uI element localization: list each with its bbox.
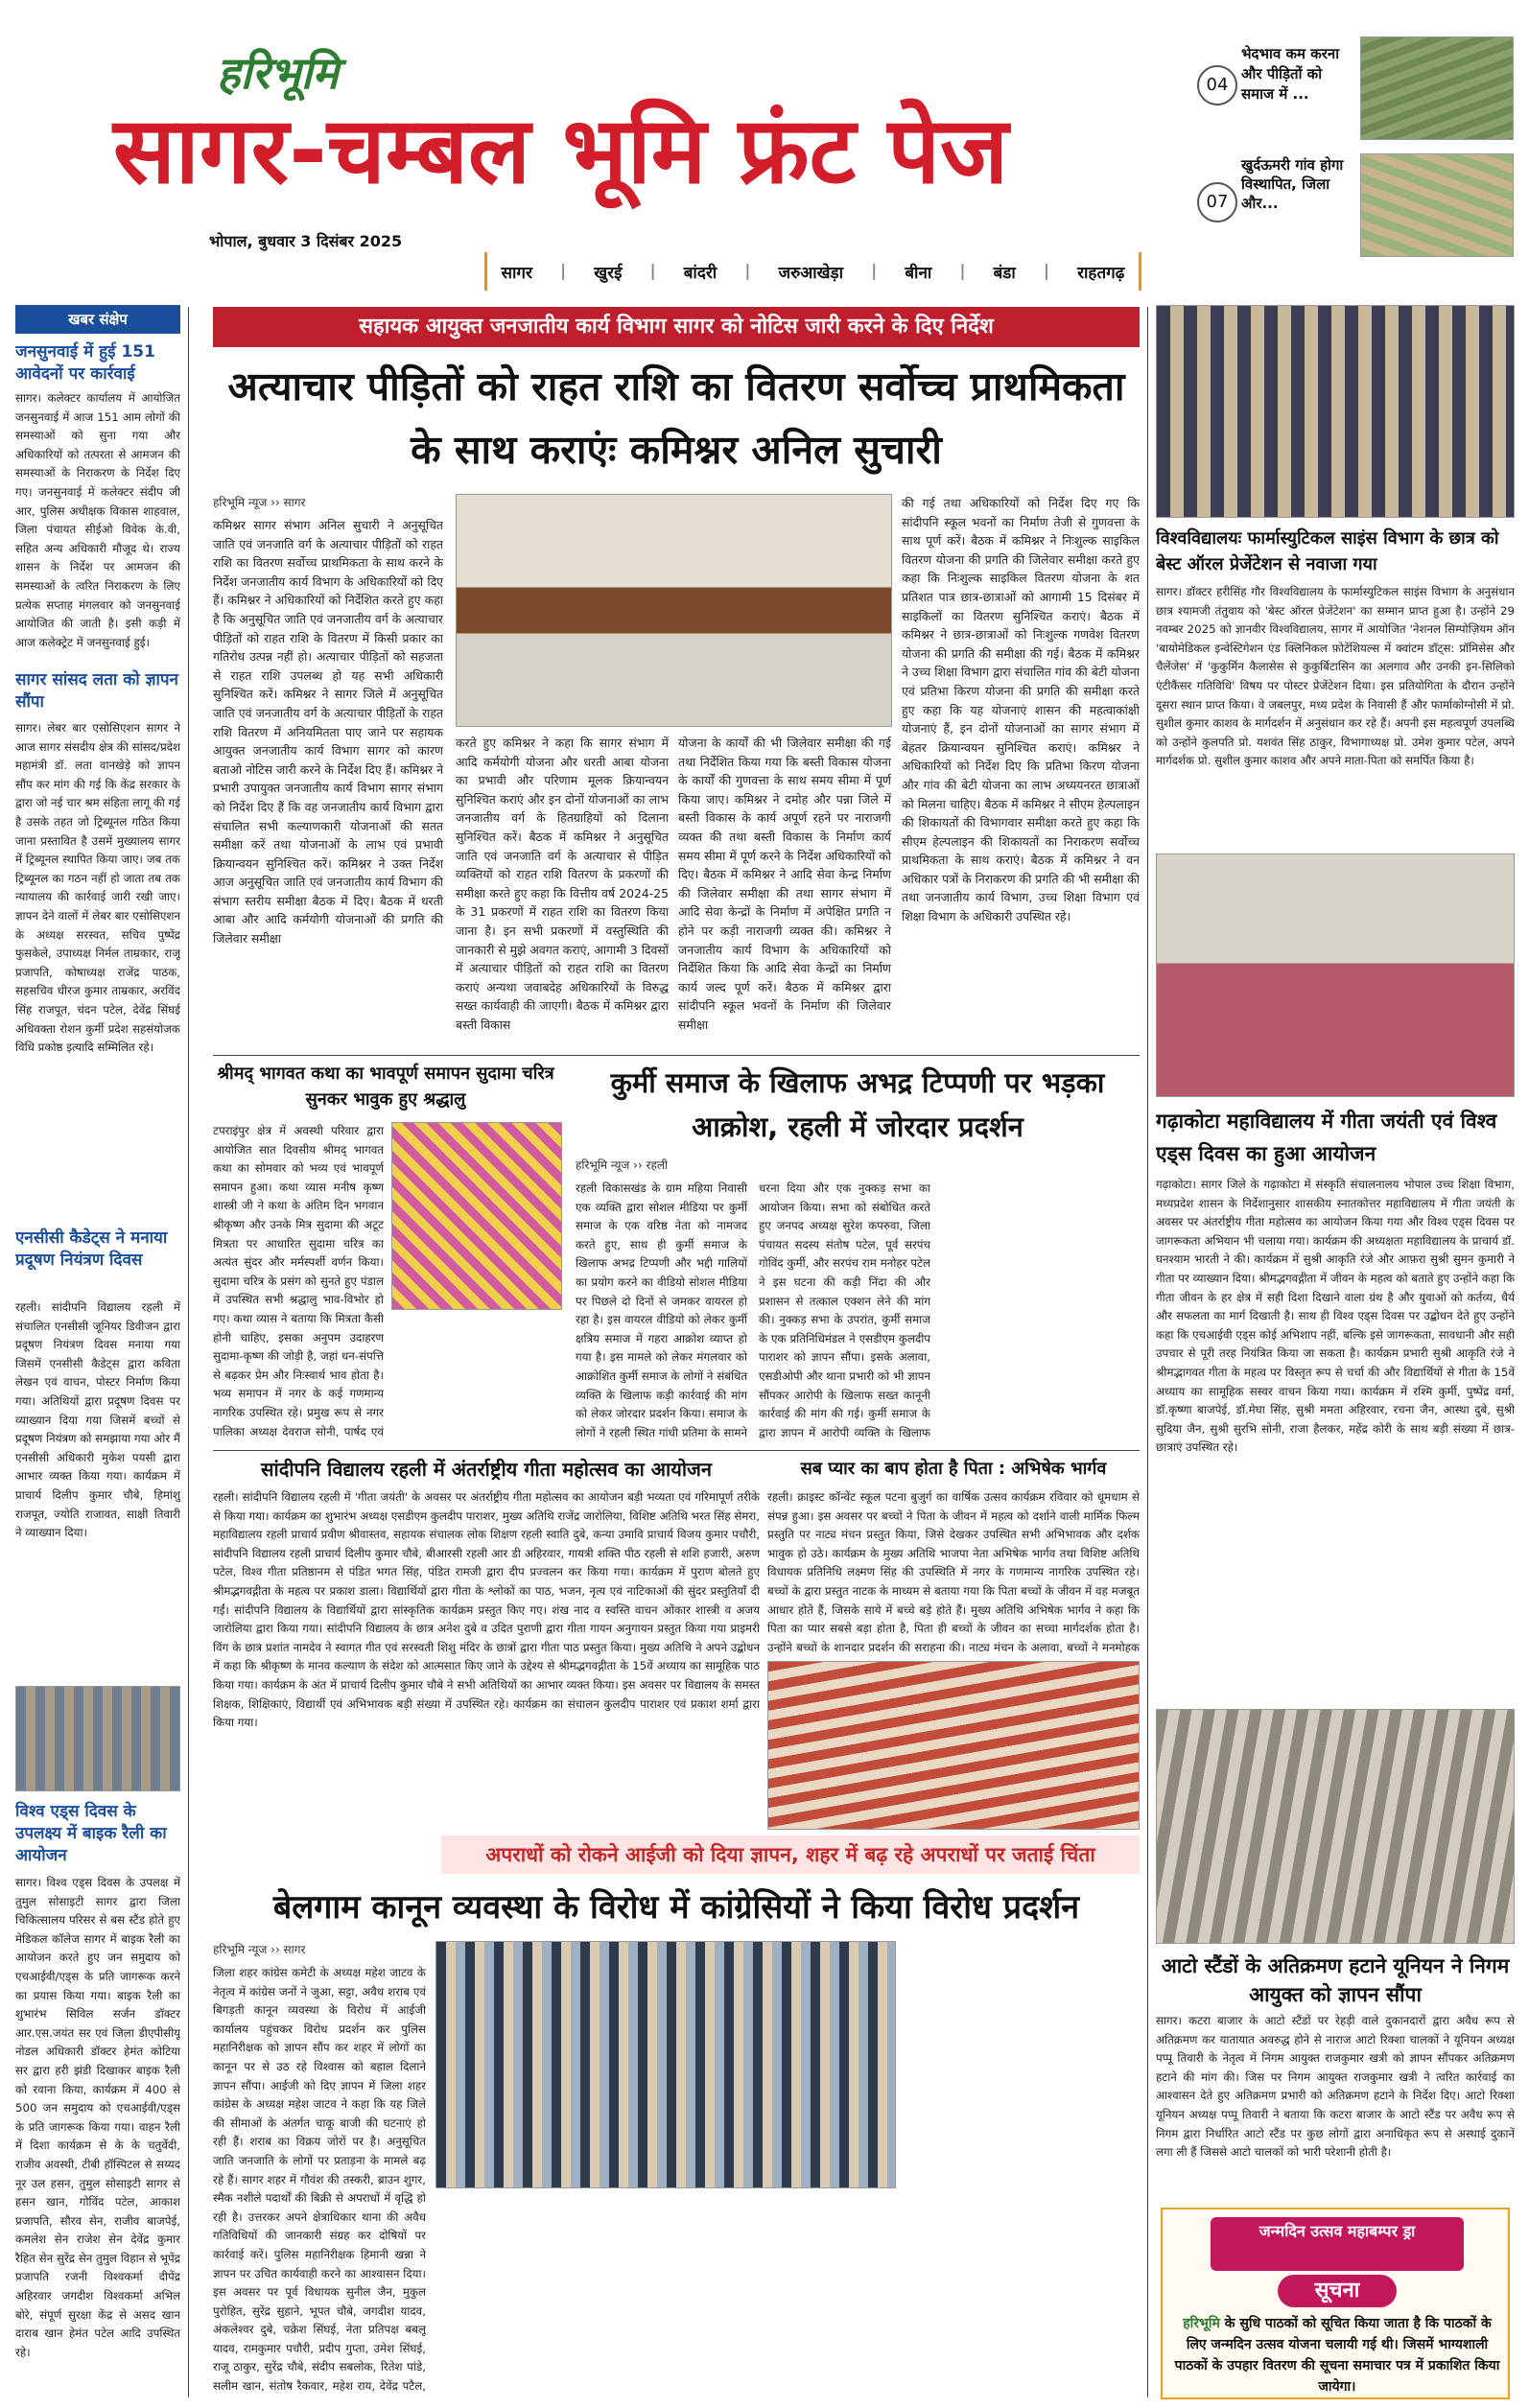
bhagwat-body-1: टपराइंपुर क्षेत्र में अवस्थी परिवार द्वारा आयोजित सात दिवसीय श्रीमद् भागवत कथा का सोमवार को भव्य एवं भावपूर्ण समापन हुआ। कथा व्यास मनीष कृष्ण शास्त्री जी ने कथा के अंतिम दिन भगवान श्रीकृष्ण और उनके मित्र सुदामा की अटूट मित्रता पर आधारित सुदामा चरित्र का अत्यंत सुंदर और मर्मस्पर्शी वर्णन किया। सुदामा चरित्र के प्रसंग को सुनते हुए पंडाल में उपस्थित सभी श्रद्धालु भाव-विभोर हो गए। कथा व्यास ने बताया कि मित्रता कैसी होनी चाहिए, इसका अनुपम उदाहरण सुदामा-कृष्ण की जोड़ी है, जहां धन-संपत्ति से बढ़कर प्रेम और निःस्वार्थ भाव होता है। भव्य समापन में नगर के कई गणमान्य नागरिक उपस्थित रहे। प्रमुख रूप से नगर पालिका अध्यक्ष देवराज सोनी, पार्षद एवं	[213, 1124, 384, 1438]
brief-title: विश्व एड्स दिवस के उपलक्ष्य में बाइक रैली का आयोजन	[15, 1802, 167, 1865]
notice-brand: हरिभूमि	[1183, 2316, 1220, 2331]
bhagwat-headline: श्रीमद् भागवत कथा का भावपूर्ण समापन सुदामा चरित्र सुनकर भावुक हुए श्रद्धालु	[217, 1064, 554, 1110]
university-headline: विश्वविद्यालयः फार्मास्युटिकल साइंस विभाग के छात्र को बेस्ट ऑरल प्रेजेंटेशन से नवाजा गया	[1156, 528, 1499, 574]
congress-photo	[435, 1941, 896, 2188]
column-rule	[1147, 307, 1148, 2397]
congress-byline: हरिभूमि न्यूज ›› सागर	[213, 1943, 306, 1956]
section-rule	[213, 1450, 1140, 1451]
masthead	[0, 0, 1529, 288]
lead-headline: अत्याचार पीड़ितों को राहत राशि का वितरण सर्वोच्च प्राथमिकता के साथ कराएंः कमिश्नर अनिल सुचारी	[227, 363, 1125, 473]
column-rule	[188, 307, 189, 2397]
brief-body: सागर। विश्व एड्स दिवस के उपलक्ष में तुमुल सोसाइटी सागर द्वारा जिला चिकित्सालय परिसर से बस स्टैंड होते हुए मेडिकल कॉलेज सागर में बाइक रैली का आयोजन करते हुए जन समुदाय को एचआईवी/एड्स के प्रति जागरूक करने का प्रयास किया गया। बाइक रैली का शुभारंभ सिविल सर्जन डॉक्टर आर.एस.जयंत सर एवं जिला डीएपीसीयू नोडल अधिकारी डॉक्टर हेमंत कोटिया सर द्वारा हरी झंडी दिखाकर बाइक रैली को रवाना किया, कार्यक्रम में 400 से 500 जन समुदाय को एचआईवी/एड्स के प्रति जागरूक किया गया। वाहन रैली में दिशा कार्यक्रम से के के चतुर्वेदी, राजीव अवस्थी, टीबी हॉस्पिटल से सय्यद नूर उल हसन, तुमुल सोसाइटी सागर से हसन खान, गोविंद पटेल, आकाश प्रजापति, सौरव सेन, राजीव बाजपेई, कमलेश सेन राजेश सेन देवेंद्र कुमार रैहित सेन सुरेंद्र सेन तुमुल विहान से भूपेंद्र प्रजापति रजनी विश्वकर्मा दीपेंद्र अहिरवार जगदीश विश्वकर्मा अभिल बोरे, संपूर्ण सुरक्षा केंद्र से असद खान दाराब खान हेमंत पटेल आदि उपस्थित रहे।	[15, 1876, 180, 2359]
gadhakota-headline: गढ़ाकोटा महाविद्यालय में गीता जयंती एवं विश्व एड्स दिवस का हुआ आयोजन	[1156, 1110, 1497, 1165]
sandipani-body: रहली। सांदीपनि विद्यालय रहली में 'गीता जयंती' के अवसर पर अंतर्राष्ट्रीय गीता महोत्सव का आयोजन बड़ी भव्यता एवं गरिमापूर्ण तरीके से किया गया। कार्यक्रम का शुभारंभ अध्यक्ष एसडीएम कुलदीप पाराशर, मुख्य अतिथि राजेंद्र जारोलिया, विशिष्ट अतिथि भरत सिंह सेमरा, महाविद्यालय रहली प्राचार्य प्रवीण श्रीवास्तव, सहायक संचालक लोक शिक्षण रहली स्वाति दुबे, कन्या उमावि प्राचार्य विजय कुमार पचौरी, सांदीपनि विद्यालय रहली प्राचार्य दिलीप कुमार चौबे, बीआरसी रहली आर डी अहिरवार, गायत्री शक्ति पीठ रहली से शशि हजारी, अरुण पटेल, विश्व गीता प्रतिष्ठानम से पंडित भगत सिंह, पंडित रामजी द्वारा दीप प्रज्वलन कर किया गया। कार्यक्रम में पुराण बोलते हुए श्रीमद्भगवद्गीता के महत्व पर प्रकाश डाला। विद्यार्थियों द्वारा गीता के श्लोकों का पाठ, भजन, नृत्य एवं नाटिकाओं की सुंदर प्रस्तुतियाँ दी गईं। सांदीपनि विद्यालय के विद्यार्थियों द्वारा सांस्कृतिक कार्यक्रम प्रस्तुत किए गए। शंख नाद व स्वस्ति वाचन ओंकार शास्त्री व अजय जारोलिया द्वारा किया गया। सांदीपनि विद्यालय के छात्र अनेश दुबे व उदित पुराणी द्वारा गीता गायन अनुगायन प्रस्तुत किया गया प्राइमरी विंग के छात्र प्रशांत नामदेव ने स्वागत गीत एवं सरस्वती शिशु मंदिर के छात्रों द्वारा गीता पाठ प्रस्तुत किया। मुख्य अतिथि ने अपने उद्बोधन में कहा कि श्रीकृष्ण के मानव कल्याण के संदेश को आत्मसात किए जाने के उद्देश्य से श्रीमद्भगवद्गीता के 15वें अध्याय का सामूहिक पाठ किया गया। कार्यक्रम के अंत में प्राचार्य दिलीप कुमार चौबे ने सभी अतिथियों का आभार व्यक्त किया। इस अवसर पर विद्यालय के समस्त शिक्षक, शिक्षिकाएं, विद्यार्थी एवं अभिभावक बड़ी संख्या में उपस्थित रहे। कार्यक्रम का संचालन कुलदीप पाराशर एवं प्रकाश शर्मा द्वारा किया गया।	[213, 1490, 760, 1730]
teaser-04-number: 04	[1197, 65, 1237, 105]
bike-rally-photo	[15, 1686, 180, 1791]
crime-banner: अपराधों को रोकने आईजी को दिया ज्ञापन, शहर में बढ़ रहे अपराधों पर जताई चिंता	[441, 1835, 1140, 1874]
nav-item-jaruakheda[interactable]: जरुआखेड़ा	[778, 263, 844, 283]
nav-item-banda[interactable]: बंडा	[993, 263, 1016, 283]
nav-bar: सागर | खुरई | बांदरी | जरुआखेड़ा | बीना | बंडा | राहतगढ़	[484, 252, 1141, 291]
lead-column-4: की गई तथा अधिकारियों को निर्देश दिए गए कि सांदीपनि स्कूल भवनों का निर्माण तेजी से गुणवत्ता के साथ पूर्ण करें। बैठक में कमिश्नर ने निःशुल्क साइकिल वितरण योजना की प्रगति की जिलेवार समीक्षा करते हुए कहा कि निःशुल्क साइकिल वितरण योजना के शत प्रतिशत पात्र छात्र-छात्राओं को आगामी 15 दिसंबर में साइकिलों का वितरण सुनिश्चित कराएं। बैठक में कमिश्नर ने छात्र-छात्राओं को निःशुल्क गणवेश वितरण योजना की प्रगति की समीक्षा की गई। बैठक में कमिश्नर ने उच्च शिक्षा विभाग द्वारा संचालित गांव की बेटी योजना एवं प्रतिभा किरण योजना की प्रगति की समीक्षा करते हुए कहा कि यह योजनाएं शासन की महत्वाकांक्षी योजनाएं हैं, इन दोनों योजनाओं का सागर संभाग में बेहतर क्रियान्वयन सुनिश्चित कराएं। कमिश्नर ने अधिकारियों को निर्देश दिए कि प्रतिभा किरण योजना और गांव की बेटी योजना का लाभ अध्ययनरत छात्राओं को मिलना चाहिए। बैठक में कमिश्नर ने सीएम हेल्पलाइन की शिकायतों की विभागवार समीक्षा करते हुए कहा कि सीएम हेल्पलाइन की शिकायतों का निराकरण सर्वोच्च प्राथमिकता के साथ कराएं। बैठक में कमिश्नर ने वन अधिकार पत्रों के निराकरण की प्रगति की भी समीक्षा की तथा जनजातीय कार्य विभाग, उच्च शिक्षा विभाग एवं शिक्षा विभाग के अधिकारी उपस्थित रहे।	[902, 496, 1140, 924]
congress-body-2	[435, 2196, 896, 2396]
kurmi-byline: हरिभूमि न्यूज ›› रहली	[576, 1158, 669, 1172]
nav-item-khurai[interactable]: खुरई	[594, 263, 623, 283]
kurmi-headline: कुर्मी समाज के खिलाफ अभद्र टिप्पणी पर भड़का आक्रोश, रहली में जोरदार प्रदर्शन	[610, 1066, 1105, 1143]
kurmi-body: रहली विकासखंड के ग्राम महिया निवासी एक व्यक्ति द्वारा सोशल मीडिया पर कुर्मी समाज के एक वरिष्ठ नेता को नामजद करते हुए, साथ ही कुर्मी समाज के खिलाफ अभद्र टिप्पणी और भद्दी गालियों का प्रयोग करने का वीडियो सोशल मीडिया पर पिछले दो दिनों से जमकर वायरल हो रहा है। इस वायरल वीडियो को लेकर कुर्मी क्षत्रिय समाज में गहरा आक्रोश व्याप्त हो गया है। इस मामले को लेकर मंगलवार को आक्रोशित कुर्मी समाज के लोगों ने संबंधित व्यक्ति के खिलाफ कड़ी कार्रवाई की मांग को लेकर जोरदार प्रदर्शन किया। समाज के लोगों ने रहली स्थित गांधी प्रतिमा के सामने धरना दिया और एक नुक्कड़ सभा का आयोजन किया। सभा को संबोधित करते हुए जनपद अध्यक्ष सुरेश कपरुवा, जिला पंचायत सदस्य संतोष पटेल, पूर्व सरपंच गोविंद कुर्मी, और सरपंच राम मनोहर पटेल ने इस घटना की कड़ी निंदा की और प्रशासन से तत्काल एक्शन लेने की मांग की। नुक्कड़ सभा के उपरांत, कुर्मी समाज के एक प्रतिनिधिमंडल ने एसडीएम कुलदीप पाराशर को ज्ञापन सौंपा। इसके अलावा, एसडीओपी और थाना प्रभारी को भी ज्ञापन सौंपकर आरोपी के खिलाफ सख्त कानूनी कार्रवाई की मांग की गई। कुर्मी समाज के द्वारा ज्ञापन में आरोपी व्यक्ति के खिलाफ	[576, 1181, 930, 1439]
teaser-04[interactable]	[1197, 36, 1514, 144]
bhagwat-photo	[391, 1122, 562, 1310]
love-body: रहली। क्राइस्ट कॉन्वेंट स्कूल पटना बुजुर्ग का वार्षिक उत्सव कार्यक्रम रविवार को धूमधाम से संपन्न हुआ। इस अवसर पर बच्चों ने पिता के जीवन में महत्व को दर्शाने वाली मार्मिक फिल्म प्रस्तुति पर नाट्य मंचन प्रस्तुत किया, जिसे देखकर उपस्थित सभी अभिभावक और दर्शक भावुक हो उठे। कार्यक्रम के मुख्य अतिथि भाजपा नेता अभिषेक भार्गव तथा विशिष्ट अतिथि विधायक प्रतिनिधि लक्ष्मण सिंह की उपस्थिति में नगर के गणमान्य नागरिक उपस्थित रहे। बच्चों के द्वारा प्रस्तुत नाटक के माध्यम से बताया गया कि पिता बच्चों के जीवन में वह मजबूत आधार होते हैं, जिसके साये में बच्चे बड़े होते हैं। मुख्य अतिथि अभिषेक भार्गव ने कहा कि पिता का प्यार सबसे बड़ा होता है, पिता ही बच्चों के जीवन का सच्चा मार्गदर्शक होता है। उन्होंने बच्चों के शानदार प्रदर्शन की सराहना की। नाट्य मंचन के अलावा, बच्चों ने मनमोहक	[767, 1490, 1140, 1654]
sidebar	[15, 305, 180, 2400]
teaser-07[interactable]	[1197, 153, 1514, 261]
teaser-07-photo	[1360, 153, 1514, 257]
dateline: भोपाल, बुधवार 3 दिसंबर 2025	[209, 232, 403, 250]
notice-subtitle: सूचना	[1278, 2275, 1397, 2307]
congress-body-3	[906, 1941, 1140, 2396]
sandipani-headline: सांदीपनि विद्यालय रहली में अंतर्राष्ट्रीय गीता महोत्सव का आयोजन	[261, 1458, 712, 1481]
brief-title: जनसुनवाई में हुई 151 आवेदनों पर कार्रवाई	[15, 342, 155, 384]
teaser-07-text: खुर्दऊमरी गांव होगा विस्थापित, जिला और...	[1241, 156, 1344, 212]
lead-column-2: करते हुए कमिश्नर ने कहा कि सागर संभाग में आदि कर्मयोगी योजना और धरती आबा योजना का प्रभावी और परिणाम मूलक क्रियान्वयन सुनिश्चित कराएं और इन दोनों योजनाओं का लाभ जनजातीय वर्ग के हितग्राहियों को दिलाना सुनिश्चित करें। बैठक में कमिश्नर ने अनुसूचित जाति एवं जनजाति वर्ग के अत्याचार से पीड़ित व्यक्तियों को राहत राशि वितरण के प्रकरणों की समीक्षा करते हुए कहा कि वित्तीय वर्ष 2024-25 के 31 प्रकरणों में राहत राशि का वितरण किया जाना है। इन सभी प्रकरणों में वस्तुस्थिति की जानकारी से मुझे अवगत कराएं, आगामी 3 दिवसों में अत्याचार पीड़ितों को राहत राशि का वितरण कराएं अन्यथा जवाबदेह अधिकारियों के विरुद्ध सख्त कार्यवाही की जाएगी। बैठक में कमिश्नर द्वारा बस्ती विकास	[456, 736, 669, 1032]
brief-title: एनसीसी कैडेट्स ने मनाया प्रदूषण नियंत्रण दिवस	[15, 1228, 168, 1270]
brand-logo: हरिभूमि	[217, 47, 339, 99]
lead-meeting-photo	[456, 494, 892, 727]
section-rule	[213, 1055, 1140, 1056]
love-headline: सब प्यार का बाप होता है पिता : अभिषेक भार्गव	[800, 1459, 1107, 1479]
university-photo	[1156, 305, 1515, 518]
page-title: सागर-चम्बल भूमि फ्रंट पेज	[113, 97, 1009, 204]
lead-kicker: सहायक आयुक्त जनजातीय कार्य विभाग सागर को नोटिस जारी करने के दिए निर्देश	[213, 307, 1140, 347]
bhagwat-body-2	[391, 1316, 562, 1442]
sidebar-header: खबर संक्षेप	[15, 305, 180, 334]
autostand-body: सागर। कटरा बाजार के आटो स्टैंडों पर रेहड़ी वाले दुकानदारों द्वारा अवैध रूप से अतिक्रमण कर यातायात अवरुद्ध होने से नाराज आटो रिक्शा चालकों ने यूनियन अध्यक्ष पप्पू तिवारी के नेतृत्व में निगम आयुक्त राजकुमार खत्री को ज्ञापन सौंपकर अतिक्रमण हटाने की मांग की। जिस पर निगम आयुक्त राजकुमार खत्री ने त्वरित कार्रवाई का आश्वासन देते हुए अतिक्रमण प्रभारी को अतिक्रमण हटाने के निर्देश दिए। आटो रिक्शा यूनियन अध्यक्ष पप्पू तिवारी ने बताया कि कटरा बाजार के आटो स्टैंड पर अवैध रूप से निगम द्वारा निर्धारित आटो स्टैंड पर कुछ लोगों द्वारा अनाधिकृत रूप से अस्थाई दुकानें लगा ली हैं जिससे आटो चालकों को भारी परेशानी होती है।	[1156, 2014, 1515, 2160]
gadhakota-photo	[1156, 853, 1515, 1097]
nav-item-rahatgarh[interactable]: राहतगढ़	[1077, 263, 1125, 283]
congress-headline: बेलगाम कानून व्यवस्था के विरोध में कांग्रेसियों ने किया विरोध प्रदर्शन	[272, 1888, 1080, 1927]
teaser-04-photo	[1360, 36, 1514, 140]
lead-column-3: योजना के कार्यों की भी जिलेवार समीक्षा की गई तथा निर्देशित किया गया कि बस्ती विकास योजना के कार्यों की गुणवत्ता के साथ समय सीमा में पूर्ण किया जाए। कमिश्नर ने दमोह और पन्ना जिले में बस्ती विकास के कार्य अपूर्ण रहने पर नाराजगी व्यक्त की तथा बस्ती विकास के निर्माण कार्य समय सीमा में पूर्ण करने के निर्देश अधिकारियों को दिए। बैठक में कमिश्नर ने आदि सेवा केन्द्र निर्माण की जिलेवार समीक्षा की तथा सागर संभाग में आदि सेवा केन्द्रों के निर्माण में अपेक्षित प्रगति न होने पर कड़ी नाराजगी व्यक्त की। कमिश्नर ने जनजातीय कार्य विभाग के अधिकारियों को निर्देशित किया कि आदि सेवा केन्द्रों का निर्माण कार्य जल्द पूर्ण करें। बैठक में कमिश्नर द्वारा सांदीपनि स्कूल भवनों के निर्माण की जिलेवार समीक्षा	[678, 736, 891, 1032]
kurmi-body-continued	[938, 1180, 1140, 1444]
gadhakota-body: गढ़ाकोटा। सागर जिले के गढ़ाकोटा में संस्कृति संचालनालय भोपाल उच्च शिक्षा विभाग, मध्यप्रदेश शासन के निर्देशानुसार शासकीय स्नातकोत्तर महाविद्यालय में गीता जयंती के अवसर पर अंतर्राष्ट्रीय गीता महोत्सव का आयोजन किया गया और विश्व एड्स दिवस पर जागरूकता अभियान भी चलाया गया। कार्यक्रम की अध्यक्षता महाविद्यालय के प्राचार्य डॉ. घनश्याम भारती ने की। कार्यक्रम में सुश्री आकृति रंजे और आफ़रा सुश्री सुमन कुमारी ने गीता पर व्याख्यान दिया। श्रीमद्भगवद्गीता में जीवन के महत्व को बताते हुए उन्होंने कहा कि गीता जीवन के हर क्षेत्र में सही दिशा दिखाने वाला ग्रंथ है और युवाओं को कर्तव्य, धैर्य और सफलता का मार्ग दिखाती है। साथ ही विश्व एड्स दिवस पर उद्बोधन देते हुए उन्होंने कहा कि एचआईवी एड्स कोई अभिशाप नहीं, बल्कि इसे जागरूकता, सावधानी और सही उपचार से पूरी तरह नियंत्रित किया जा सकता है। कार्यक्रम प्रभारी सुश्री आकृति रंजे ने श्रीमद्भागवत गीता के महत्व पर विस्तृत रूप से चर्चा की और विद्यार्थियों से गीता के 15वें अध्याय का सामूहिक सस्वर वाचन किया गया। कार्यक्रम में रश्मि कुर्मी, पुष्पेंद्र वर्मा, डॉ.कृष्णा बाजपेई, डॉ.मेघा सिंह, सुश्री ममता अहिरवार, रचना जैन, आस्था दुबे, सुश्री सुदिया जैन, सुश्री सुरभि सोनी, राजा हैलकर, महेंद्र कोरी के साथ बड़ी संख्या में छात्र-छात्राएं उपस्थित रहे।	[1156, 1178, 1515, 1455]
nav-item-bina[interactable]: बीना	[905, 263, 932, 283]
love-photo	[767, 1661, 1140, 1830]
autostand-headline: आटो स्टैंडों के अतिक्रमण हटाने यूनियन ने निगम आयुक्त को ज्ञापन सौंपा	[1161, 1954, 1510, 2006]
teaser-04-text: भेदभाव कम करना और पीड़ितों को समाज में ...	[1241, 45, 1340, 103]
autostand-photo	[1156, 1709, 1515, 1944]
nav-item-bandri[interactable]: बांदरी	[683, 263, 717, 283]
notice-body: के सुधि पाठकों को सूचित किया जाता है कि पाठकों के लिए जन्मदिन उत्सव योजना चलायी गई थी। जिसमें भाग्यशाली पाठकों के उपहार वितरण की सूचना समाचार पत्र में प्रकाशित किया जायेगा।	[1174, 2316, 1500, 2395]
brief-body: सागर। लेबर बार एसोसिएशन सागर ने आज सागर संसदीय क्षेत्र की सांसद/प्रदेश महामंत्री डॉ. लता वानखेड़े को ज्ञापन सौंप कर मांग की गई कि केंद्र सरकार के द्वारा जो नई चार श्रम संहिता लागू की गई है उसके तहत जो ट्रिब्यूनल गठित किया जाना प्रस्तावित है उसमें मुख्यालय सागर में ट्रिब्यूनल स्थापित किया जाए। जब तक ट्रिब्यूनल का गठन नहीं हो जाता तब तक न्यायालय की कार्रवाई जारी रखी जाए। ज्ञापन देने वालों में लेबर बार एसोसिएशन के अध्यक्ष सरस्वत, सचिव पुष्पेंद्र फुसकेले, उपाध्यक्ष निर्मल ताम्रकार, राजू प्रजापति, कोषाध्यक्ष राजेंद्र पाठक, सहसचिव धीरज कुमार ताम्रकार, अरविंद सिंह राजपूत, चंदन पटेल, देवेंद्र सिंघई अधिवक्ता रोशन कुर्मी प्रदेश सहसंयोजक विधि प्रकोष्ठ इत्यादि सम्मिलित रहे।	[15, 721, 180, 1055]
notice-text	[1172, 2313, 1502, 2397]
brief-body: रहली। सांदीपनि विद्यालय रहली में संचालित एनसीसी जूनियर डिवीजन द्वारा प्रदूषण नियंत्रण दिवस मनाया गया जिसमें एनसीसी कैडेट्स द्वारा कविता लेखन एवं वाचन, पोस्टर निर्माण किया गया। अतिथियों द्वारा प्रदूषण दिवस पर व्याख्यान दिया गया जिसमें बच्चों से प्रदूषण नियंत्रण को समझाया गया ओर मैं एनसीसी अधिकारी मुकेश पयसी द्वारा आभार व्यक्त किया गया। कार्यक्रम में प्राचार्य दिलीप कुमार चौबे, हिमांशु राजपूत, ज्योति राजावत, साक्षी तिवारी ने व्याख्यान दिया।	[15, 1300, 180, 1540]
brief-title: सागर सांसद लता को ज्ञापन सौंपा	[15, 670, 178, 712]
teaser-07-number: 07	[1197, 182, 1237, 222]
lead-byline: हरिभूमि न्यूज ›› सागर	[213, 496, 306, 509]
lead-column-1: कमिश्नर सागर संभाग अनिल सुचारी ने अनुसूचित जाति एवं जनजाति वर्ग के अत्याचार पीड़ितों को राहत राशि का वितरण सर्वोच्च प्राथमिकता के साथ करने के निर्देश जनजातीय कार्य विभाग के अधिकारियों को दिए हैं। कमिश्नर ने अधिकारियों को निर्देशित करते हुए कहा है कि अनुसूचित जाति एवं जनजातीय वर्ग के अत्याचार पीड़ितों को राहत राशि के वितरण में किसी प्रकार का गतिरोध उत्पन्न नहीं हो। अत्याचार पीड़ितों को सहजता से राहत राशि उपलब्ध हो यह सभी अधिकारी सुनिश्चित करें। कमिश्नर ने सागर जिले में अनुसूचित जाति एवं जनजातीय वर्ग के अत्याचार पीड़ितों के राहत राशि वितरण में अनियमितता पाए जाने पर सहायक आयुक्त जनजातीय कार्य विभाग सागर को कारण बताओ नोटिस जारी करने के निर्देश दिए हैं। कमिश्नर ने प्रभारी उपायुक्त जनजातीय कार्य विभाग सागर संभाग को निर्देश दिए हैं कि वह जनजातीय कार्य विभाग द्वारा संचालित सभी कल्याणकारी योजनाओं की सतत समीक्षा करें तथा योजनाओं के लाभ एवं प्रभावी क्रियान्वयन सुनिश्चित करें। कमिश्नर ने उक्त निर्देश आज अनुसूचित जाति एवं जनजातीय कार्य विभाग की संभाग स्तरीय समीक्षा बैठक में दिए। बैठक में धरती आबा और आदि कर्मयोगी योजनाओं की प्रगति की जिलेवार समीक्षा	[213, 518, 443, 947]
university-body: सागर। डॉक्टर हरीसिंह गौर विश्वविद्यालय के फार्मास्युटिकल साइंस विभाग के अनुसंधान छात्र श्यामजी तंतुवाय को 'बेस्ट ऑरल प्रेजेंटेशन' का सम्मान प्राप्त हुआ है। उन्होंने 29 नवम्बर 2025 को ज्ञानवीर विश्वविद्यालय, सागर में आयोजित 'नेशनल सिम्पोज़ियम ऑन 'बायोमेडिकल इन्वेस्टिगेशन एंड क्लिनिकल फ़ोटेंशियल्स में क्वांटम डॉट्स: प्रॉमिसेस और चैलेंजेस' में 'कुकुर्मिन कैलासेस से कुकुर्बिटासिन का अलगाव और उनकी इन-सिलिको एंटीकैंसर गतिविधि' विषय पर पोस्टर प्रेजेंटेशन दिया। इस प्रतियोगिता के दौरान उन्होंने दूसरा स्थान प्राप्त किया। वे जबलपुर, मध्य प्रदेश के निवासी हैं और फार्माकोग्नोसी में प्रो. सुशील कुमार काशव के मार्गदर्शन में अनुसंधान कर रहे हैं। अपनी इस महत्वपूर्ण उपलब्धि को उन्होंने कुलपति प्रो. यशवंत सिंह ठाकुर, विभागाध्यक्ष प्रो. उमेश कुमार पटेल, अपने मार्गदर्शक प्रो. सुशील कुमार काशव और अपने माता-पिता को समर्पित किया है।	[1156, 585, 1515, 768]
notice-title: जन्मदिन उत्सव महाबम्पर ड्रा	[1211, 2217, 1464, 2271]
nav-item-sagar[interactable]: सागर	[501, 263, 532, 283]
congress-body: जिला शहर कांग्रेस कमेटी के अध्यक्ष महेश जाटव के नेतृत्व में कांग्रेस जनों ने जुआ, सट्टा, अवैध शराब एवं बिगड़ती कानून व्यवस्था के विरोध में आईजी कार्यालय पहुंचकर विरोध प्रदर्शन कर पुलिस महानिरीक्षक को ज्ञापन सौंप कर शहर में लोगों का कानून पर से उठ रहे विश्वास को बहाल दिलाने ज्ञापन सौंपा। आईजी को दिए ज्ञापन में जिला शहर कांग्रेस के अध्यक्ष महेश जाटव ने कहा कि यह जिले की सीमाओं के अंतर्गत चाकू बाजी की घटनाएं हो रही हैं। शराब का विक्रय जोरों पर है। अनुसूचित जाति जनजाति के लोगों पर प्रताड़ना के मामले बढ़ रहे हैं। सागर शहर में गौवंश की तस्करी, ब्राउन शुगर, स्मैक नशीले पदार्थों की बिक्री से अपराधों में वृद्धि हो रही है। उत्तरकर अपने क्षेत्राधिकार थाना की अवैध गतिविधियों की जानकारी संग्रह कर दोषियों पर कार्रवाई करें। पुलिस महानिरीक्षक हिमानी खन्ना ने ज्ञापन पर उचित कार्यवाही करने का आश्वासन दिया। इस अवसर पर पूर्व विधायक सुनील जैन, मुकुल पुरोहित, सुरेंद्र सुहाने, भूपत चौबे, जगदीश यादव, अंकलेश्वर दुबे, चक्रेश सिंघई, नेता प्रतिपक्ष बबलू यादव, रामकुमार पचौरी, प्रदीप गुप्ता, उमेश सिंघई, राजू ठाकुर, सुरेंद्र चौबे, संदीप सबलोक, रितेश पांडे, सलीम खान, संतोष रैकवार, महेश राय, देवेंद्र पटैल,	[213, 1966, 426, 2394]
brief-body: सागर। कलेक्टर कार्यालय में आयोजित जनसुनवाई में आज 151 आम लोगों की समस्याओं को सुना गया और अधिकारियों को तत्परता से आमजन की समस्याओं के निराकरण के निर्देश दिए गए। जनसुनवाई में कलेक्टर संदीप जी आर, पुलिस अधीक्षक विकास शाहवाल, जिला पंचायत सीईओ विवेक के.वी, सहित अन्य अधिकारी मौजूद थे। राज्य शासन के निर्देश पर आमजन की समस्याओं के त्वरित निराकरण के लिए प्रत्येक सप्ताह मंगलवार को जनसुनवाई आयोजित की जाती है। इसी कड़ी में आज कलेक्ट्रेट में जनसुनवाई हुई।	[15, 391, 180, 649]
birthday-notice	[1161, 2208, 1510, 2399]
